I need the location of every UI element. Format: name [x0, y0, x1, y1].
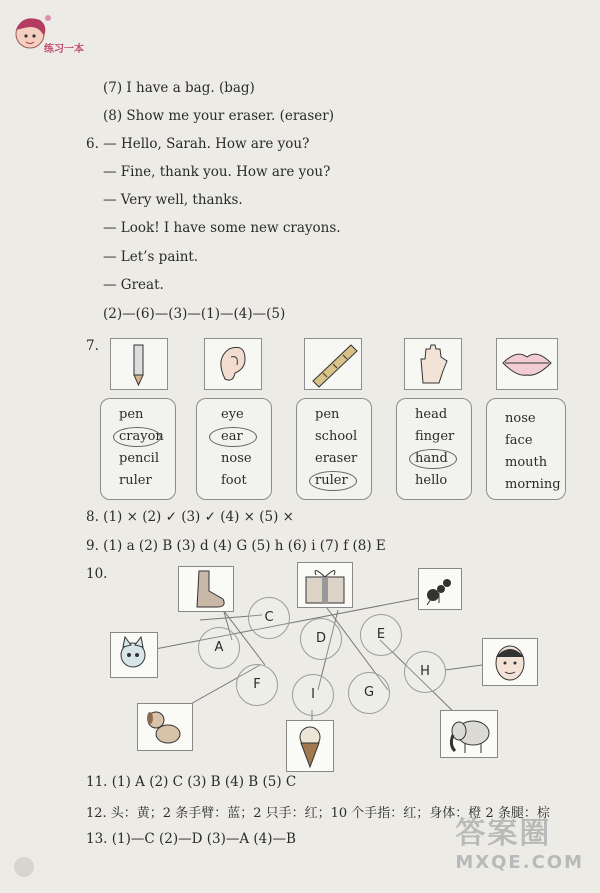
word: morning: [505, 477, 561, 492]
dialogue-line: — Great.: [103, 277, 164, 293]
dialogue-line: — Fine, thank you. How are you?: [103, 164, 331, 180]
dog-picture: [137, 703, 193, 751]
word: foot: [221, 473, 247, 488]
word: head: [415, 407, 448, 422]
word: mouth: [505, 455, 548, 470]
match-circle-h: H: [404, 651, 446, 693]
word-circled: crayon: [101, 429, 175, 444]
dog-icon: [138, 704, 192, 750]
foot-picture: [178, 566, 234, 612]
dialogue-line: — Let’s paint.: [103, 249, 199, 265]
word: pen: [315, 407, 340, 422]
word: finger: [415, 429, 455, 444]
word: eraser: [315, 451, 358, 466]
cat-icon: [111, 633, 157, 677]
watermark-bottom: MXQE.COM: [455, 852, 584, 873]
match-circle-i: I: [292, 674, 334, 716]
ant-icon: [419, 569, 461, 609]
elephant-picture: [440, 710, 498, 758]
question-12-answers: 12. 头：黄；2 条手臂：蓝；2 只手：红；10 个手指：红；身体：橙 2 条腿：棕: [86, 806, 550, 821]
question-9-answers: 9. (1) a (2) B (3) d (4) G (5) h (6) i (7) f (8) E: [86, 538, 386, 554]
answer-line-8: (8) Show me your eraser. (eraser): [103, 108, 334, 124]
word: school: [315, 429, 358, 444]
ant-picture: [418, 568, 462, 610]
match-circle-d: D: [300, 618, 342, 660]
answer-line-7: (7) I have a bag. (bag): [103, 80, 255, 96]
question-13-answers: 13. (1)—C (2)—D (3)—A (4)—B: [86, 831, 296, 847]
question-7-label: 7.: [86, 338, 99, 354]
word: ruler: [119, 473, 152, 488]
word: pen: [119, 407, 144, 422]
question-6-line: 6. — Hello, Sarah. How are you?: [86, 136, 310, 152]
gift-icon: [298, 563, 352, 607]
match-circle-f: F: [236, 664, 278, 706]
word-circled: hand: [397, 451, 471, 466]
watermark: [455, 808, 584, 873]
question-10-label: 10.: [86, 566, 108, 582]
question-8-answers: 8. (1) × (2) ✓ (3) ✓ (4) × (5) ×: [86, 509, 294, 525]
match-circle-g: G: [348, 672, 390, 714]
cat-picture: [110, 632, 158, 678]
order-answer: (2)—(6)—(3)—(1)—(4)—(5): [103, 306, 286, 322]
ice-cream-picture: [286, 720, 334, 772]
gift-picture: [297, 562, 353, 608]
word: hello: [415, 473, 448, 488]
word: eye: [221, 407, 244, 422]
word: pencil: [119, 451, 159, 466]
logo-text: 练习一本: [44, 44, 84, 55]
match-circle-a: A: [198, 627, 240, 669]
watermark-top: 答案圈: [455, 816, 552, 851]
word: face: [505, 433, 533, 448]
dialogue-line: — Very well, thanks.: [103, 192, 243, 208]
question-11-answers: 11. (1) A (2) C (3) B (4) B (5) C: [86, 774, 297, 790]
face-picture: [482, 638, 538, 686]
elephant-icon: [441, 711, 497, 757]
match-circle-e: E: [360, 614, 402, 656]
page-number-badge: [14, 857, 34, 877]
word-circled: ear: [197, 429, 271, 444]
word: nose: [221, 451, 252, 466]
foot-icon: [179, 567, 233, 611]
face-icon: [483, 639, 537, 685]
word: nose: [505, 411, 536, 426]
match-circle-c: C: [248, 597, 290, 639]
word-circled: ruler: [297, 473, 371, 488]
ice-cream-icon: [287, 721, 333, 771]
dialogue-line: — Look! I have some new crayons.: [103, 220, 341, 236]
